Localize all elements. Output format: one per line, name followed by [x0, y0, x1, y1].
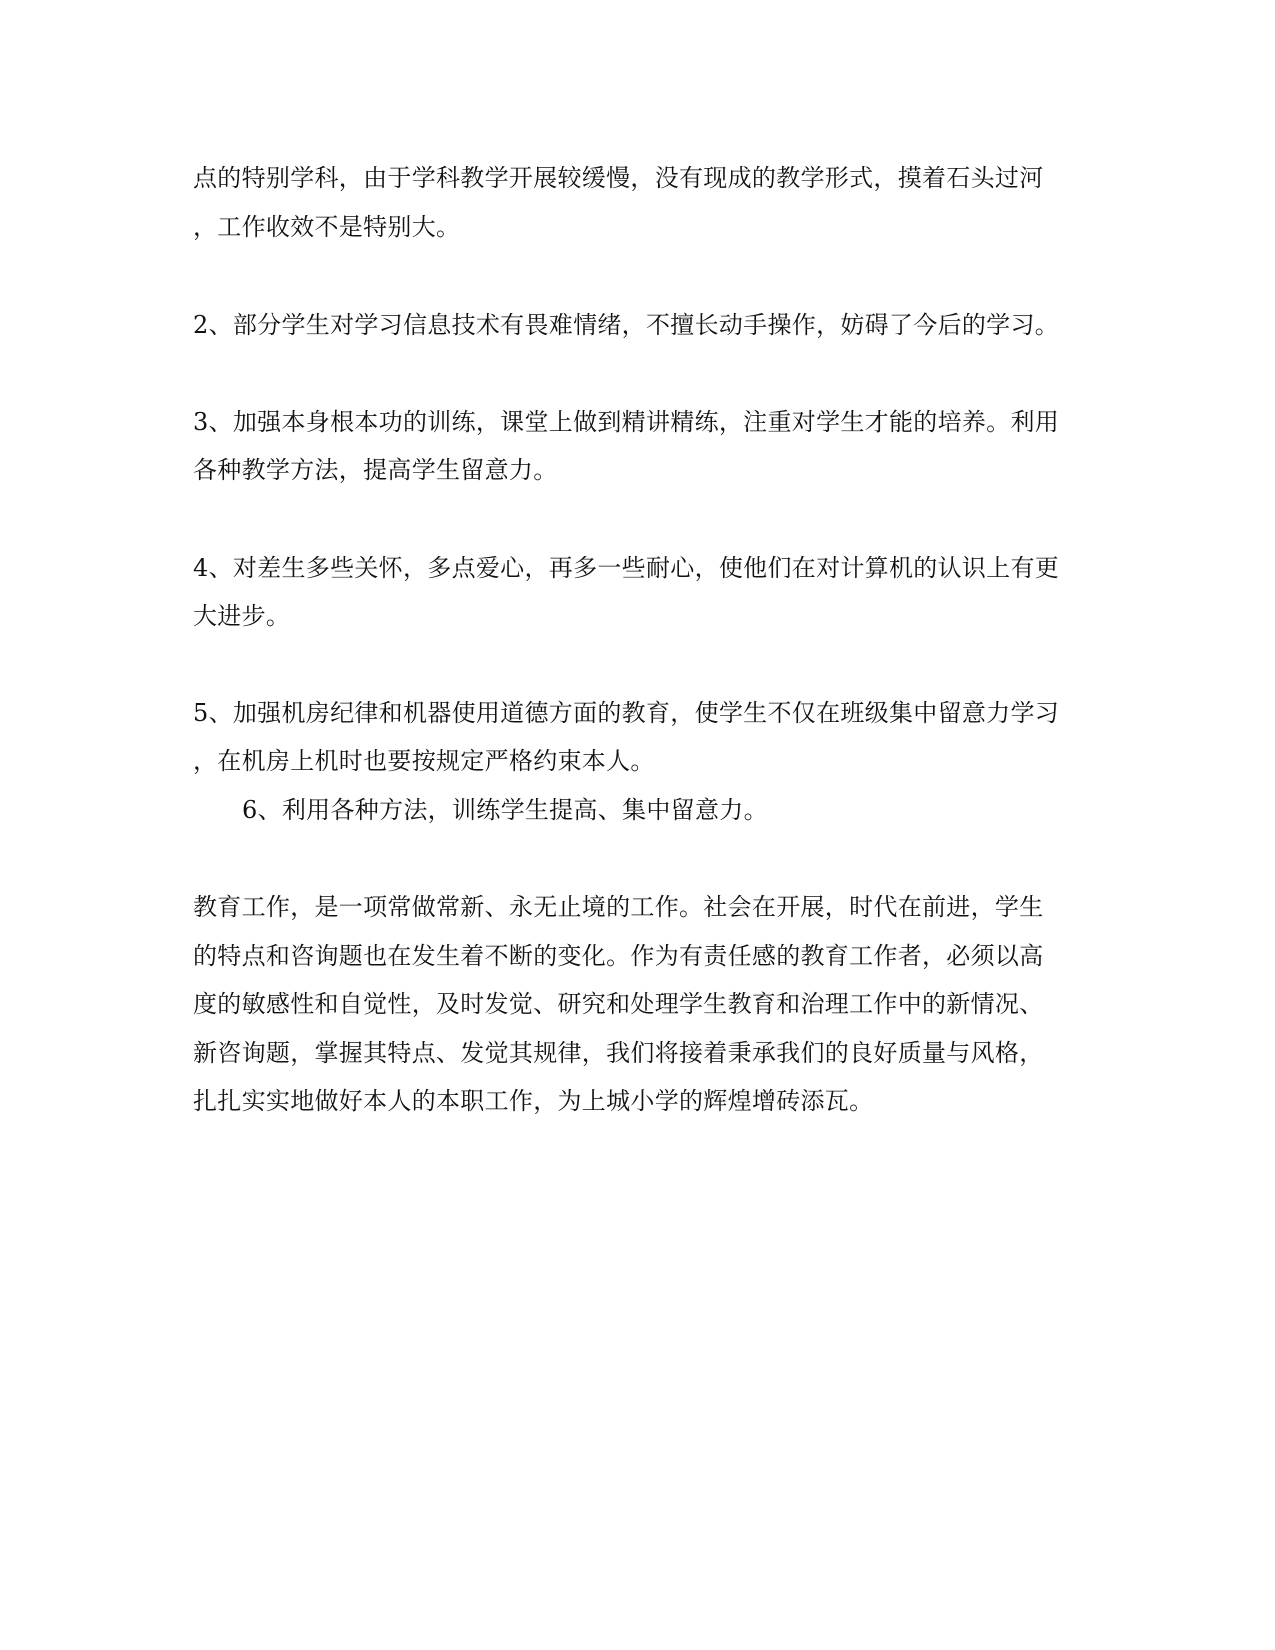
text-line: 的特点和咨询题也在发生着不断的变化。作为有责任感的教育工作者，必须以高 [193, 942, 1044, 970]
text-line: 6、利用各种方法，训练学生提高、集中留意力。 [242, 796, 768, 824]
text-line: 2、部分学生对学习信息技术有畏难情绪，不擅长动手操作，妨碍了今后的学习。 [193, 311, 1060, 339]
text-line: 扎扎实实地做好本人的本职工作，为上城小学的辉煌增砖添瓦。 [193, 1087, 874, 1115]
text-line: ，在机房上机时也要按规定严格约束本人。 [193, 747, 655, 775]
text-line: 度的敏感性和自觉性，及时发觉、研究和处理学生教育和治理工作中的新情况、 [193, 990, 1044, 1018]
text-line: ，工作收效不是特别大。 [193, 213, 461, 241]
text-line: 5、加强机房纪律和机器使用道德方面的教育，使学生不仅在班级集中留意力学习 [193, 699, 1060, 727]
text-line: 4、对差生多些关怀，多点爱心，再多一些耐心，使他们在对计算机的认识上有更 [193, 554, 1060, 582]
text-line: 大进步。 [193, 602, 291, 630]
text-line: 新咨询题，掌握其特点、发觉其规律，我们将接着秉承我们的良好质量与风格， [193, 1039, 1044, 1067]
text-line: 点的特别学科，由于学科教学开展较缓慢，没有现成的教学形式，摸着石头过河 [193, 164, 1044, 192]
text-line: 各种教学方法，提高学生留意力。 [193, 456, 558, 484]
text-line: 教育工作，是一项常做常新、永无止境的工作。社会在开展，时代在前进，学生 [193, 893, 1044, 921]
text-line: 3、加强本身根本功的训练，课堂上做到精讲精练，注重对学生才能的培养。利用 [193, 408, 1060, 436]
